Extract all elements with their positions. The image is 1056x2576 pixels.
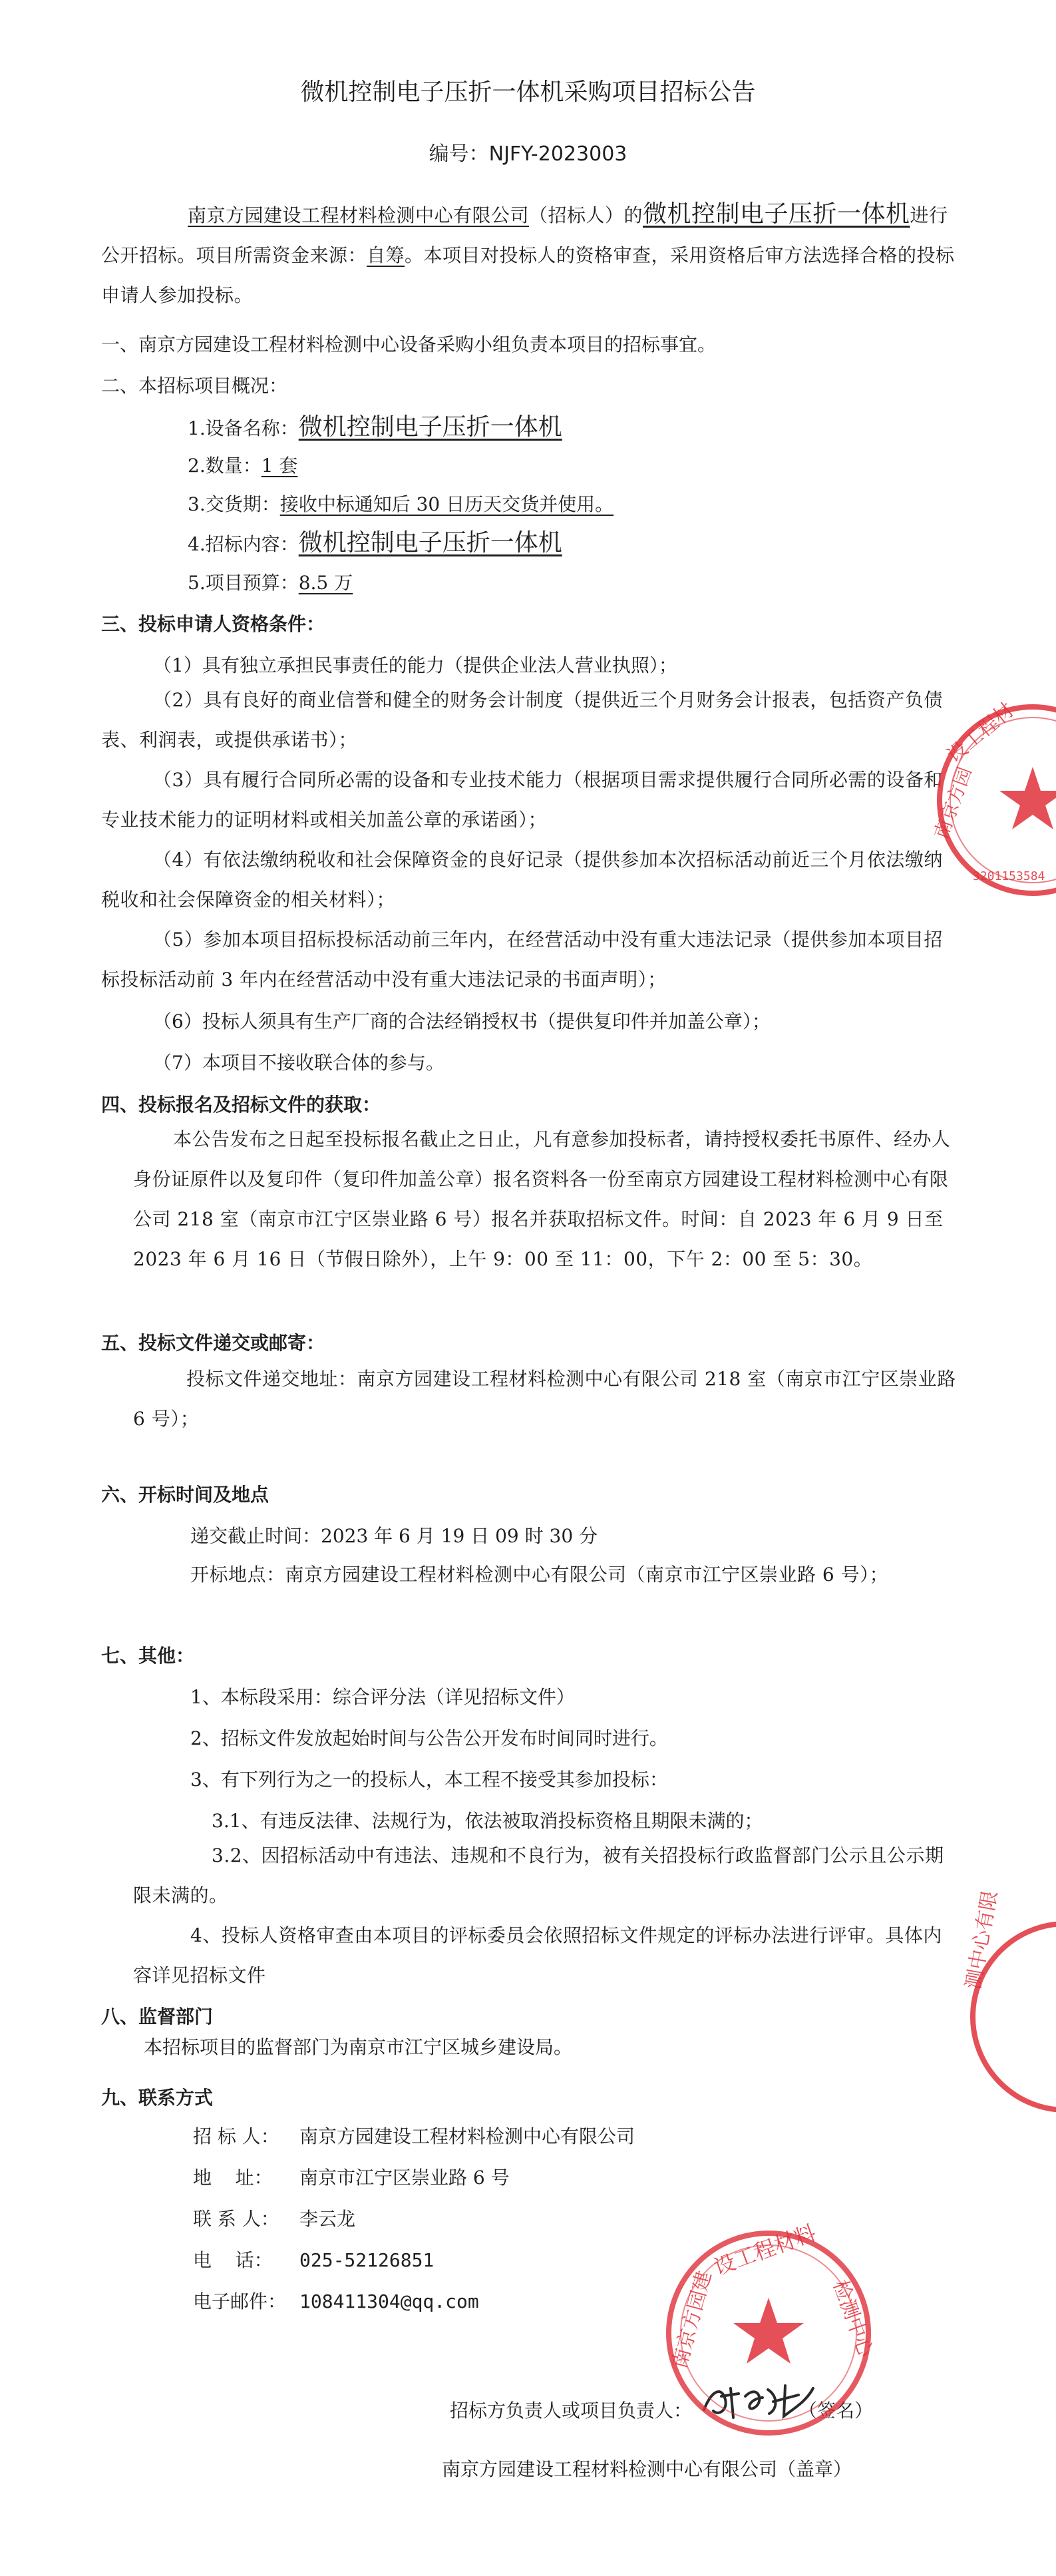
- section-9-heading: 九、联系方式: [101, 2087, 214, 2109]
- svg-text:设工程材: 设工程材: [942, 698, 1019, 768]
- section-4-heading: 四、投标报名及招标文件的获取：: [101, 1094, 381, 1116]
- contact-person-value: 李云龙: [299, 2208, 356, 2230]
- company-seal-middle: [962, 1888, 1056, 2117]
- section-7-heading: 七、其他：: [101, 1645, 195, 1667]
- sec2-item-2: [188, 453, 297, 479]
- svg-text:南京方园: 南京方园: [930, 763, 976, 842]
- intro-rest1: 进行公开招标。项目所需资金来源：: [101, 204, 948, 266]
- sec2-item-1: [188, 414, 562, 442]
- contact-address: [193, 2165, 510, 2191]
- other-3-2: 3.2、因招标活动中有违法、违规和不良行为，被有关招投标行政监督部门公示且公示期限未满的。: [133, 1844, 944, 1906]
- section-8-heading: 八、监督部门: [101, 2006, 214, 2028]
- qualification-7: （7）本项目不接收联合体的参与。: [153, 1052, 444, 1074]
- section-4-body: 本公告发布之日起至投标报名截止之日止，凡有意参加投标者，请持授权委托书原件、经办人身份证原件以及复印件（复印件加盖公章）报名资料各一份至南京方园建设工程材料检测中心有限公司 218 室（南京市江宁区崇业路 6 号）报名并获取招标文件。时间：自 2023 年 6 月 9 日至 2023 年 6 月 16 日（节假日除外），上午 9：00 至 11：00，下午 2：00 至 5：30。: [133, 1128, 951, 1270]
- document-title: 微机控制电子压折一体机采购项目招标公告: [300, 79, 756, 106]
- sec2-item-4: [188, 530, 562, 558]
- contact-address-label: 地 址：: [193, 2167, 273, 2189]
- contact-person: [193, 2206, 355, 2233]
- contact-tenderer: [193, 2123, 635, 2150]
- contact-email: [193, 2288, 479, 2315]
- footer-company: 南京方园建设工程材料检测中心有限公司: [442, 2458, 778, 2480]
- qualification-4: （4）有依法缴纳税收和社会保障资金的良好记录（提供参加本次招标活动前近三个月依法缴纳税收和社会保障资金的相关材料）；: [101, 849, 943, 911]
- contact-phone-value: 025-52126851: [299, 2249, 435, 2271]
- intro-role: （招标人）的: [529, 204, 643, 226]
- item1-value: 微机控制电子压折一体机: [298, 413, 562, 441]
- other-3-1: 3.1、有违反法律、法规行为，依法被取消投标资格且期限未满的；: [212, 1810, 763, 1832]
- footer-sign-label: 招标方负责人或项目负责人：: [450, 2400, 693, 2422]
- svg-text:设工程材料: 设工程材料: [710, 2220, 820, 2280]
- item4-value: 微机控制电子压折一体机: [298, 529, 562, 556]
- item2-value: 1 套: [261, 455, 298, 477]
- contact-phone-label: 电 话：: [193, 2249, 273, 2271]
- footer-sign-suffix: （签名）: [798, 2400, 874, 2422]
- contact-email-label: 电子邮件：: [193, 2290, 287, 2312]
- item1-label: 1.设备名称：: [188, 417, 299, 439]
- qualification-5: （5）参加本项目招标投标活动前三年内，在经营活动中没有重大违法记录（提供参加本项目招标投标活动前 3 年内在经营活动中没有重大违法记录的书面声明）；: [101, 929, 943, 990]
- section-6-heading: 六、开标时间及地点: [101, 1484, 269, 1506]
- item3-value: 接收中标通知后 30 日历天交货并使用。: [279, 493, 614, 515]
- footer-stamp-suffix: （盖章）: [777, 2458, 852, 2480]
- other-4: 4、投标人资格审查由本项目的评标委员会依照招标文件规定的评标办法进行评审。具体内容详见招标文件: [133, 1924, 942, 1986]
- qualification-1: （1）具有独立承担民事责任的能力（提供企业法人营业执照）；: [153, 654, 677, 676]
- intro-tenderer: 南京方园建设工程材料检测中心有限公司: [188, 204, 530, 226]
- contact-tenderer-value: 南京方园建设工程材料检测中心有限公司: [299, 2125, 635, 2147]
- svg-text:测中心有限: 测中心有限: [962, 1888, 1002, 1992]
- intro-funding: 自筹: [367, 244, 405, 266]
- qualification-3: （3）具有履行合同所必需的设备和专业技术能力（根据项目需求提供履行合同所必需的设备和专业技术能力的证明材料或相关加盖公章的承诺函）；: [101, 769, 943, 831]
- footer-stamp-line: [442, 2456, 852, 2483]
- qualification-2: （2）具有良好的商业信誉和健全的财务会计制度（提供近三个月财务会计报表，包括资产负债表、利润表，或提供承诺书）；: [101, 689, 943, 751]
- document-number: 编号：NJFY-2023003: [429, 142, 627, 166]
- sec2-item-3: [188, 491, 614, 518]
- item2-label: 2.数量：: [188, 455, 262, 477]
- qualification-6: （6）投标人须具有生产厂商的合法经销授权书（提供复印件并加盖公章）；: [153, 1010, 771, 1032]
- intro-project: 微机控制电子压折一体机: [643, 200, 910, 228]
- company-seal-top: [920, 700, 1056, 900]
- contact-tenderer-label: 招 标 人：: [193, 2125, 279, 2147]
- item4-label: 4.招标内容：: [188, 533, 299, 555]
- other-2: 2、招标文件发放起始时间与公告公开发布时间同时进行。: [190, 1727, 668, 1749]
- section-1: 一、南京方园建设工程材料检测中心设备采购小组负责本项目的招标事宜。: [101, 333, 717, 355]
- company-seal-bottom: [659, 2220, 878, 2443]
- intro-paragraph: [101, 194, 960, 316]
- other-1: 1、本标段采用：综合评分法（详见招标文件）: [190, 1686, 575, 1708]
- svg-text:3201153584: 3201153584: [973, 869, 1045, 883]
- section-5-heading: 五、投标文件递交或邮寄：: [101, 1332, 325, 1354]
- section-2-heading: 二、本招标项目概况：: [101, 375, 288, 397]
- contact-address-value: 南京市江宁区崇业路 6 号: [299, 2167, 510, 2189]
- section-6-place: 开标地点：南京方园建设工程材料检测中心有限公司（南京市江宁区崇业路 6 号）；: [190, 1564, 889, 1586]
- other-3: 3、有下列行为之一的投标人，本工程不接受其参加投标：: [190, 1769, 668, 1791]
- sec2-item-5: [188, 570, 353, 596]
- svg-text:南京方园建: 南京方园建: [667, 2268, 717, 2372]
- item5-value: 8.5 万: [298, 572, 353, 594]
- contact-person-label: 联 系 人：: [193, 2208, 279, 2230]
- contact-email-value: 108411304@qq.com: [299, 2290, 479, 2312]
- contact-phone: [193, 2247, 434, 2274]
- section-8-body: 本招标项目的监督部门为南京市江宁区城乡建设局。: [144, 2036, 573, 2058]
- section-3-heading: 三、投标申请人资格条件：: [101, 613, 325, 635]
- item5-label: 5.项目预算：: [188, 572, 299, 594]
- section-5-body: 投标文件递交地址：南京方园建设工程材料检测中心有限公司 218 室（南京市江宁区崇业路 6 号）；: [133, 1368, 956, 1430]
- section-6-deadline: 递交截止时间：2023 年 6 月 19 日 09 时 30 分: [190, 1525, 598, 1547]
- intro-rest2: 。本项目对投标人的资格审查，采用资格后审方法选择合格的投标申请人参加投标。: [101, 244, 955, 306]
- svg-text:检测中心: 检测中心: [828, 2276, 878, 2360]
- item3-label: 3.交货期：: [188, 493, 280, 515]
